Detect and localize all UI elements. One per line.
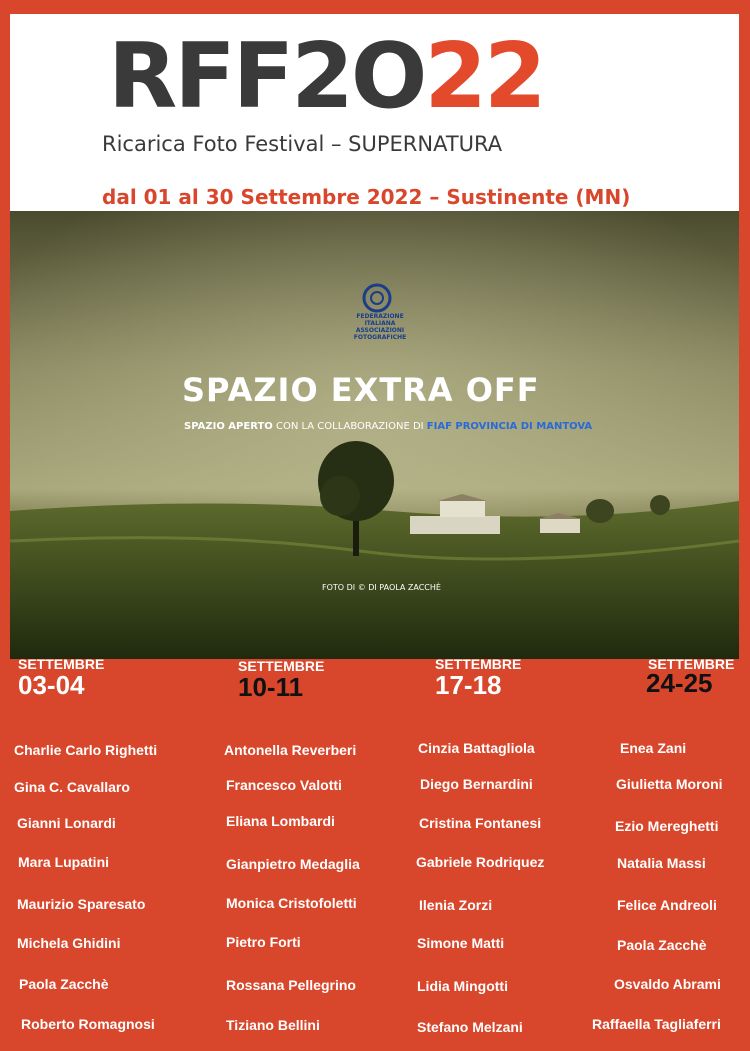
artist-name: Gianpietro Medaglia <box>226 856 360 872</box>
artist-name: Stefano Melzani <box>417 1019 523 1035</box>
artist-name: Cinzia Battagliola <box>418 740 535 756</box>
logo-red-part: 22 <box>424 24 544 129</box>
artist-name: Raffaella Tagliaferri <box>592 1016 721 1032</box>
fiaf-line: FOTOGRAFICHE <box>353 334 407 341</box>
artist-name: Antonella Reverberi <box>224 742 357 758</box>
week-1-dates: 03-04 <box>18 670 85 700</box>
artist-name: Eliana Lombardi <box>226 813 335 829</box>
week-2-dates: 10-11 <box>238 672 304 702</box>
festival-dates: dal 01 al 30 Settembre 2022 – Sustinente (MN) <box>102 185 631 209</box>
artist-name: Cristina Fontanesi <box>419 815 542 831</box>
week-4-label: SETTEMBRE <box>648 656 735 672</box>
fiaf-line: FEDERAZIONE <box>356 313 404 320</box>
artist-name: Diego Bernardini <box>420 776 533 792</box>
artist-name: Monica Cristofoletti <box>226 895 357 911</box>
week-4-dates: 24-25 <box>646 668 713 698</box>
artist-name: Felice Andreoli <box>617 897 717 913</box>
fiaf-logo-icon <box>362 283 392 313</box>
subtitle-bold: SPAZIO APERTO <box>184 421 273 432</box>
artist-name: Mara Lupatini <box>18 854 110 870</box>
artist-name: Lidia Mingotti <box>417 978 508 994</box>
artist-name: Rossana Pellegrino <box>226 977 356 993</box>
artist-name: Tiziano Bellini <box>226 1017 320 1033</box>
week-2-label: SETTEMBRE <box>238 658 325 674</box>
artist-name: Giulietta Moroni <box>616 776 723 792</box>
week-3-dates: 17-18 <box>435 670 502 700</box>
artist-name: Roberto Romagnosi <box>21 1016 155 1032</box>
artist-name: Gina C. Cavallaro <box>14 779 130 795</box>
festival-logo <box>108 24 544 129</box>
artist-name: Paola Zacchè <box>19 976 109 992</box>
event-title: SPAZIO EXTRA OFF <box>182 371 540 409</box>
artist-name: Natalia Massi <box>617 855 706 871</box>
artist-name: Enea Zani <box>620 740 687 756</box>
artist-name: Ilenia Zorzi <box>419 897 493 913</box>
logo-dark-part: RFF2O <box>108 24 425 129</box>
event-subtitle <box>184 421 592 432</box>
artist-name: Osvaldo Abrami <box>614 976 721 992</box>
artist-name: Pietro Forti <box>226 934 301 950</box>
subtitle-blue: FIAF PROVINCIA DI MANTOVA <box>426 421 593 432</box>
artist-name: Charlie Carlo Righetti <box>14 742 158 758</box>
landscape-photo <box>10 211 739 659</box>
artist-name: Francesco Valotti <box>226 777 342 793</box>
week-1-label: SETTEMBRE <box>18 656 105 672</box>
festival-subtitle: Ricarica Foto Festival – SUPERNATURA <box>102 132 503 156</box>
photo-credit: FOTO DI © DI PAOLA ZACCHÈ <box>322 583 441 592</box>
header <box>10 14 739 212</box>
artist-name: Gianni Lonardi <box>17 815 116 831</box>
fiaf-line: ITALIANA <box>364 320 396 327</box>
artist-name: Simone Matti <box>417 935 505 951</box>
subtitle-plain: CON LA COLLABORAZIONE DI <box>272 421 427 432</box>
fiaf-label <box>350 313 410 341</box>
artist-name: Maurizio Sparesato <box>17 896 146 912</box>
artist-name: Ezio Mereghetti <box>615 818 719 834</box>
week-3-label: SETTEMBRE <box>435 656 522 672</box>
artist-name: Paola Zacchè <box>617 937 707 953</box>
fiaf-line: ASSOCIAZIONI <box>355 327 405 334</box>
artist-name: Gabriele Rodriquez <box>416 854 545 870</box>
artist-name: Michela Ghidini <box>17 935 121 951</box>
